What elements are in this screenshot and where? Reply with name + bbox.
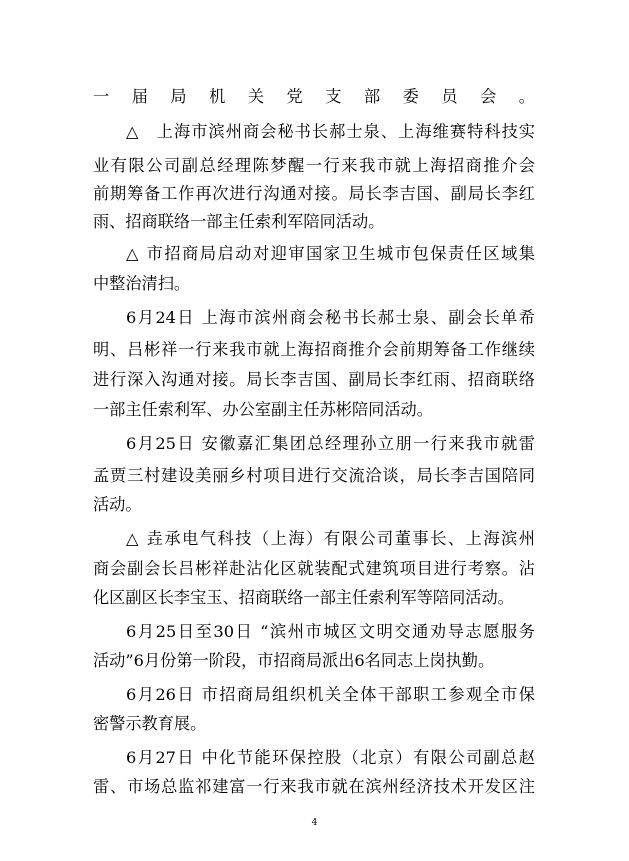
text-line: 6月26日 市招商局组织机关全体干部职工参观全市保 [126, 685, 535, 704]
text-line: △ 上海市滨州商会秘书长郝士泉、上海维赛特科技实 [126, 122, 535, 141]
text-line: 6月24日 上海市滨州商会秘书长郝士泉、副会长单希 [126, 308, 535, 327]
text-line: △ 市招商局启动对迎审国家卫生城市包保责任区域集 [126, 244, 535, 263]
text-line: 密警示教育展。 [93, 714, 207, 733]
text-line: 6月25日至30日 “滨州市城区文明交通劝导志愿服务 [126, 622, 535, 641]
text-line: 6月27日 中化节能环保控股（北京）有限公司副总赵 [126, 748, 535, 767]
text-line: 前期筹备工作再次进行沟通对接。局长李吉国、副局长李红 [93, 184, 535, 203]
page-number: 4 [311, 818, 318, 828]
text-line: 雨、招商联络一部主任索利军陪同活动。 [93, 212, 385, 231]
text-line: 活动。 [93, 495, 142, 514]
text-line: △ 垚承电气科技（上海）有限公司董事长、上海滨州 [126, 529, 535, 548]
text-line: 活动”6月份第一阶段，市招商局派出6名同志上岗执勤。 [93, 651, 495, 670]
text-line: 一部主任索利军、办公室副主任苏彬陪同活动。 [93, 400, 433, 419]
text-line: 6月25日 安徽嘉汇集团总经理孙立朋一行来我市就雷 [126, 434, 535, 453]
text-line: 化区副区长李宝玉、招商联络一部主任索利军等陪同活动。 [93, 588, 514, 607]
text-line: 中整治清扫。 [93, 274, 191, 293]
text-line: 商会副会长吕彬祥赴沾化区就装配式建筑项目进行考察。沾 [93, 559, 535, 578]
text-line: 雷、市场总监祁建富一行来我市就在滨州经济技术开发区注 [93, 777, 535, 796]
text-line: 一届局机关党支部委员会。 [93, 87, 535, 106]
text-line: 业有限公司副总经理陈梦醒一行来我市就上海招商推介会 [93, 156, 535, 175]
text-line: 孟贾三村建设美丽乡村项目进行交流洽谈，局长李吉国陪同 [93, 466, 535, 485]
text-line: 进行深入沟通对接。局长李吉国、副局长李红雨、招商联络 [93, 370, 535, 389]
text-line: 明、吕彬祥一行来我市就上海招商推介会前期筹备工作继续 [93, 340, 535, 359]
